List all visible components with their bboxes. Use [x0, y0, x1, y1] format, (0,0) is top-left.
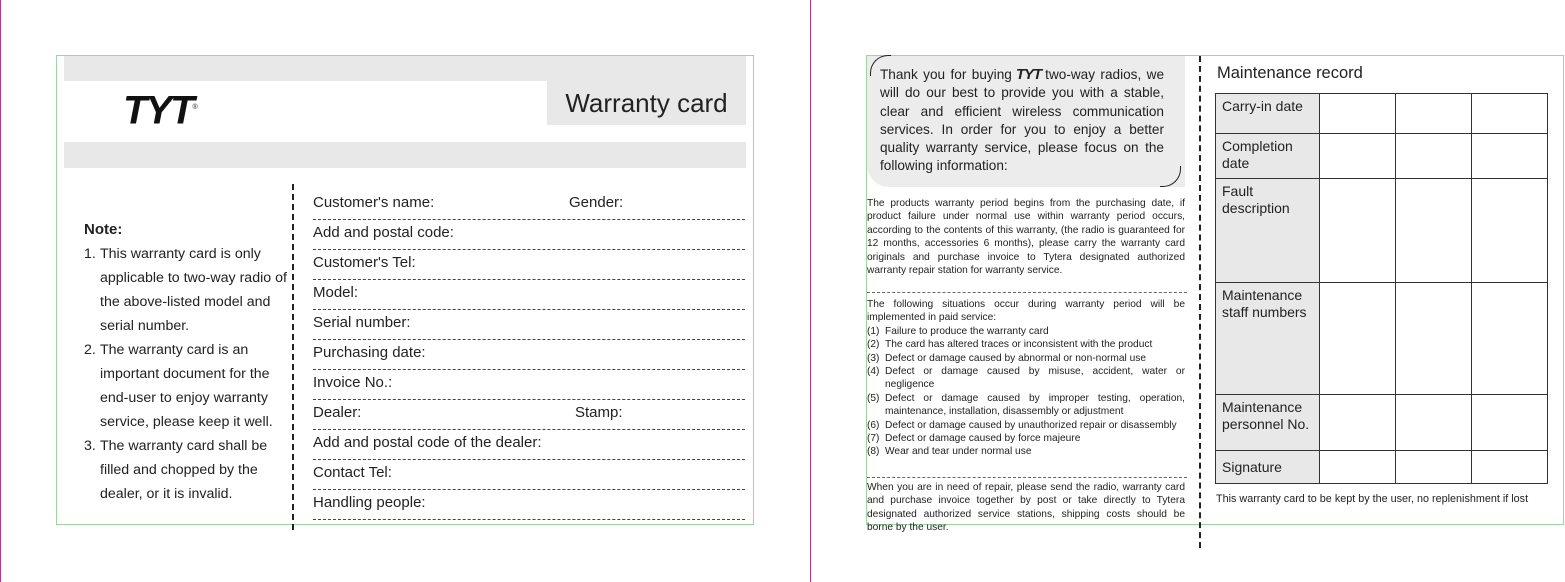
record-cell[interactable]: [1472, 94, 1548, 134]
table-row: [1216, 179, 1548, 283]
model-label: Model:: [313, 284, 359, 301]
row-label: Signature: [1216, 451, 1320, 484]
tytera-brand: Tytera: [1156, 495, 1185, 507]
thanks-pre: Thank you for buying: [880, 67, 1012, 82]
handling-people-label: Handling people:: [313, 494, 426, 511]
record-cell[interactable]: [1472, 395, 1548, 451]
dealer-address-label: Add and postal code of the dealer:: [313, 434, 542, 451]
table-row: [1216, 395, 1548, 451]
paid-service-item: [867, 338, 1185, 351]
tytera-brand: Tytera: [1043, 251, 1072, 263]
maintenance-footer-note: This warranty card to be kept by the user, no replenishment if lost: [1216, 493, 1529, 505]
note-item: [84, 338, 289, 434]
record-cell[interactable]: [1396, 134, 1472, 179]
row-label: Maintenance staff numbers: [1216, 283, 1320, 395]
paid-service-paragraph: [867, 298, 1185, 459]
note-item: [84, 434, 289, 506]
customer-name-label: Customer's name:: [313, 194, 435, 211]
record-cell[interactable]: [1320, 451, 1396, 484]
item-text: Defect or damage caused by force majeure: [885, 433, 1081, 445]
record-cell[interactable]: [1396, 451, 1472, 484]
note-section: [84, 218, 289, 506]
item-text: Wear and tear under normal use: [885, 446, 1032, 458]
paid-service-item: [867, 392, 1185, 419]
record-cell[interactable]: [1472, 451, 1548, 484]
record-cell[interactable]: [1320, 134, 1396, 179]
dealer-field[interactable]: [313, 400, 745, 430]
table-row: [1216, 134, 1548, 179]
contact-tel-label: Contact Tel:: [313, 464, 392, 481]
item-text: Defect or damage caused by unauthorized repair or disassembly: [885, 419, 1177, 431]
record-cell[interactable]: [1320, 94, 1396, 134]
contact-tel-field[interactable]: [313, 460, 745, 490]
invoice-field[interactable]: [313, 370, 745, 400]
record-cell[interactable]: [1320, 283, 1396, 395]
para1-post: designated authorized warranty repair station for warranty service.: [867, 251, 1185, 277]
record-cell[interactable]: [1396, 179, 1472, 283]
item-text: Failure to produce the warranty card: [885, 325, 1049, 337]
para1-pre: The products warranty period begins from the purchasing date, if product failure under normal use within warranty period occurs, according to the contents of this warranty, (the radio is guaranteed for 12 months, accessories 6 months), please carry the warranty card originals and purchase invoice to: [867, 198, 1185, 263]
table-row: [1216, 283, 1548, 395]
tyt-inline-logo: TYT: [1015, 66, 1042, 83]
note-text: This warranty card is only applicable to two-way radio of the above-listed model and serial number.: [100, 246, 287, 334]
warranty-period-paragraph: [867, 197, 1185, 277]
handling-people-field[interactable]: [313, 490, 745, 520]
address-field[interactable]: [313, 220, 745, 250]
customer-tel-field[interactable]: [313, 250, 745, 280]
item-text: Defect or damage caused by abnormal or non-normal use: [885, 352, 1147, 364]
paid-service-item: [867, 365, 1185, 392]
maintenance-record-table: [1215, 93, 1548, 484]
note-title: Note:: [84, 221, 123, 238]
paid-service-item: [867, 352, 1185, 365]
record-cell[interactable]: [1320, 179, 1396, 283]
item-text: Defect or damage caused by misuse, accident, water or negligence: [885, 366, 1185, 391]
item-number: (4): [867, 366, 880, 378]
purchasing-date-field[interactable]: [313, 340, 745, 370]
paid-service-item: [867, 432, 1185, 445]
gender-label: Gender:: [569, 194, 624, 211]
note-item: [84, 242, 289, 338]
item-number: (7): [867, 433, 880, 445]
item-number: (1): [867, 325, 880, 337]
item-number: (6): [867, 419, 880, 431]
serial-number-field[interactable]: [313, 310, 745, 340]
table-row: [1216, 451, 1548, 484]
record-cell[interactable]: [1396, 94, 1472, 134]
stamp-label: Stamp:: [575, 404, 623, 421]
record-cell[interactable]: [1396, 283, 1472, 395]
serial-number-label: Serial number:: [313, 314, 411, 331]
item-number: (3): [867, 352, 880, 364]
para3-pre: When you are in need of repair, please send the radio, warranty card and purchase invoice together by post or take directly to: [867, 482, 1185, 507]
item-number: (2): [867, 339, 880, 351]
address-label: Add and postal code:: [313, 224, 454, 241]
page-divider: [810, 0, 811, 582]
header-band-top: [64, 56, 746, 81]
row-label: Maintenance personnel No.: [1216, 395, 1320, 451]
paid-service-item: [867, 419, 1185, 432]
item-text: Defect or damage caused by improper testing, operation, maintenance, installation, disassembly or adjustment: [885, 392, 1185, 418]
maintenance-record-title: Maintenance record: [1217, 64, 1363, 82]
purchasing-date-label: Purchasing date:: [313, 344, 426, 361]
invoice-label: Invoice No.:: [313, 374, 393, 391]
customer-name-field[interactable]: [313, 190, 745, 220]
warranty-card-title: Warranty card: [547, 81, 746, 125]
record-cell[interactable]: [1396, 395, 1472, 451]
paid-service-intro: The following situations occur during warranty period will be implemented in paid service:: [867, 299, 1185, 324]
row-label: Completion date: [1216, 134, 1320, 179]
thanks-post: two-way radios, we will do our best to provide you with a stable, clear and efficient wireless communication services. In order for you to enjoy a better quality warranty service, please focus on the following information:: [880, 67, 1165, 174]
model-field[interactable]: [313, 280, 745, 310]
record-cell[interactable]: [1320, 395, 1396, 451]
record-cell[interactable]: [1472, 134, 1548, 179]
separator-1: [867, 292, 1187, 293]
table-row: [1216, 94, 1548, 134]
logo-text: TYT: [123, 88, 193, 133]
record-cell[interactable]: [1472, 283, 1548, 395]
row-label: Fault description: [1216, 179, 1320, 283]
thanks-text: [880, 66, 1164, 176]
note-number: 1.: [84, 246, 96, 262]
front-vertical-divider: [292, 184, 294, 530]
paid-service-item: [867, 445, 1185, 458]
para3-post: designated authorized service stations, shipping costs should be borne by the user.: [867, 508, 1185, 534]
dealer-label: Dealer:: [313, 404, 362, 421]
header-band-bottom: [64, 142, 746, 168]
item-number: (5): [867, 392, 880, 404]
note-number: 2.: [84, 342, 96, 358]
item-text: The card has altered traces or inconsistent with the product: [885, 339, 1153, 351]
row-label: Carry-in date: [1216, 94, 1320, 134]
tyt-logo: [123, 88, 198, 133]
dealer-address-field[interactable]: [313, 430, 745, 460]
record-cell[interactable]: [1472, 179, 1548, 283]
repair-paragraph: [867, 481, 1185, 535]
customer-tel-label: Customer's Tel:: [313, 254, 416, 271]
paid-service-item: [867, 325, 1185, 338]
item-number: (8): [867, 446, 880, 458]
separator-2: [867, 477, 1187, 478]
back-vertical-divider: [1199, 56, 1201, 548]
page-edge-left: [0, 0, 1, 582]
note-text: The warranty card is an important document for the end-user to enjoy warranty service, please keep it well.: [100, 342, 273, 430]
note-number: 3.: [84, 438, 96, 454]
note-text: The warranty card shall be filled and chopped by the dealer, or it is invalid.: [100, 438, 268, 502]
registered-mark: ®: [192, 104, 198, 111]
